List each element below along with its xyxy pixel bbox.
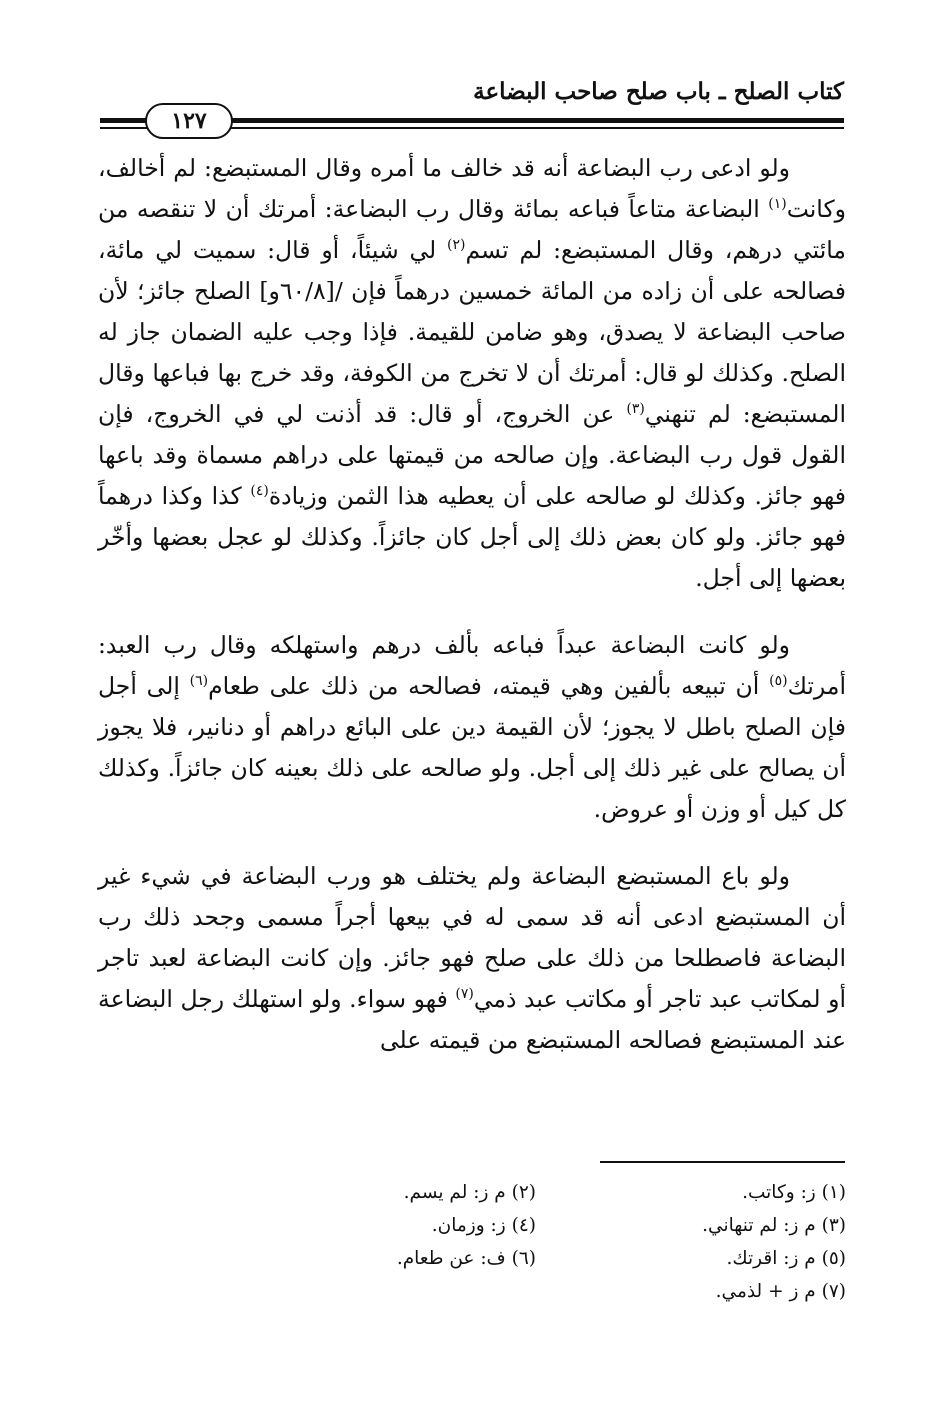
text-run: عن الخروج، أو قال: قد أذنت لي في الخروج، فإن القول قول رب البضاعة. وإن صالحه من قيمتها على دراهم مسماة وقد باعها فهو جائز. وكذلك لو صالحه على أن يعطيه هذا الثمن وزيادة bbox=[98, 400, 846, 510]
footnote-number: (٢) bbox=[511, 1182, 536, 1203]
footnote-number: (٤) bbox=[511, 1215, 536, 1236]
footnote-text: م ز + لذمي. bbox=[715, 1281, 816, 1302]
paragraph-3 bbox=[98, 856, 846, 1061]
footnote-6 bbox=[266, 1242, 536, 1275]
body-text bbox=[98, 148, 846, 1087]
footnote-7 bbox=[576, 1275, 846, 1308]
footnote-text: م ز: اقرتك. bbox=[726, 1248, 816, 1269]
footnote-number: (١) bbox=[821, 1182, 846, 1203]
footnote-ref-3: (٣) bbox=[626, 401, 645, 418]
text-run: ولو باع المستبضع البضاعة ولم يختلف هو ورب البضاعة في شيء غير أن المستبضع ادعى أنه قد سمى له في بيعها أجراً مسمى وجحد ذلك رب البضاعة فاصطلحا من ذلك على صلح فهو جائز. وإن كانت البضاعة لعبد تاجر أو لمكاتب عبد تاجر أو مكاتب عبد ذمي bbox=[98, 862, 846, 1013]
footnote-text: م ز: لم يسم. bbox=[403, 1182, 506, 1203]
paragraph-1 bbox=[98, 148, 846, 599]
paragraph-2 bbox=[98, 625, 846, 830]
footnote-2 bbox=[266, 1176, 536, 1209]
footnote-ref-4: (٤) bbox=[250, 483, 269, 500]
footnotes bbox=[266, 1176, 846, 1308]
footnote-separator bbox=[600, 1161, 845, 1163]
footnote-number: (٦) bbox=[511, 1248, 536, 1269]
text-run: لي شيئاً، أو قال: سميت لي مائة، فصالحه على أن زاده من المائة خمسين درهماً فإن /[٦٠/٨و] الصلح جائز؛ لأن صاحب البضاعة لا يصدق، وهو ضامن للقيمة. فإذا وجب عليه الضمان جاز له الصلح. وكذلك لو قال: أمرتك أن لا تخرج من الكوفة، وقد خرج بها فباعها وقال المستبضع: لم تنهني bbox=[98, 236, 846, 428]
footnote-ref-1: (١) bbox=[768, 196, 787, 213]
text-run: ولو ادعى رب البضاعة أنه قد خالف ما أمره وقال المستبضع: لم أخالف، وكانت bbox=[98, 154, 846, 223]
footnote-ref-5: (٥) bbox=[769, 673, 788, 690]
footnote-text: ز: وكاتب. bbox=[742, 1182, 816, 1203]
footnote-number: (٥) bbox=[821, 1248, 846, 1269]
text-run: أن تبيعه بألفين وهي قيمته، فصالحه من ذلك على طعام bbox=[208, 672, 760, 700]
text-run: كذا وكذا درهماً فهو جائز. ولو كان بعض ذلك إلى أجل كان جائزاً. وكذلك لو عجل بعضها وأخّر بعضها إلى أجل. bbox=[98, 482, 846, 592]
footnote-ref-2: (٢) bbox=[447, 237, 466, 254]
page-number-badge: ١٢٧ bbox=[145, 103, 233, 139]
footnote-1 bbox=[576, 1176, 846, 1209]
footnote-text: ف: عن طعام. bbox=[396, 1248, 506, 1269]
footnote-text: ز: وزمان. bbox=[431, 1215, 506, 1236]
text-run: البضاعة متاعاً فباعه بمائة وقال رب البضاعة: أمرتك أن لا تنقصه من مائتي درهم، وقال المستبضع: لم تسم bbox=[98, 195, 846, 264]
footnote-5 bbox=[576, 1242, 846, 1275]
text-run: ولو كانت البضاعة عبداً فباعه بألف درهم واستهلكه وقال رب العبد: أمرتك bbox=[98, 631, 846, 700]
footnote-ref-6: (٦) bbox=[189, 673, 209, 690]
footnote-3 bbox=[576, 1209, 846, 1242]
footnote-number: (٧) bbox=[821, 1281, 846, 1302]
footnote-4 bbox=[266, 1209, 536, 1242]
text-run: فهو سواء. ولو استهلك رجل البضاعة عند المستبضع فصالحه المستبضع من قيمته على bbox=[98, 985, 846, 1054]
footnote-ref-7: (٧) bbox=[455, 986, 474, 1003]
text-run: إلى أجل فإن الصلح باطل لا يجوز؛ لأن القيمة دين على البائع دراهم أو دنانير، فلا يجوز أن يصالح على غير ذلك إلى أجل. ولو صالحه على ذلك بعينه كان جائزاً. وكذلك كل كيل أو وزن أو عروض. bbox=[98, 672, 846, 823]
footnote-number: (٣) bbox=[821, 1215, 846, 1236]
footnote-text: م ز: لم تنهاني. bbox=[702, 1215, 816, 1236]
running-header-title: كتاب الصلح ـ باب صلح صاحب البضاعة bbox=[473, 78, 844, 105]
